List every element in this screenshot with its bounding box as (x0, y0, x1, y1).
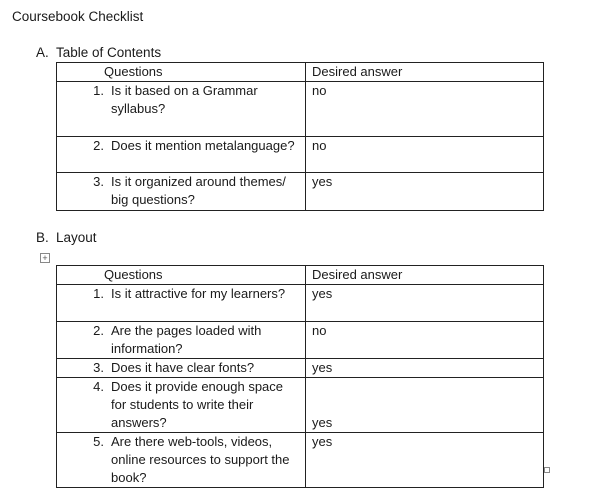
table-header-row (57, 266, 544, 285)
question-text: Is it based on a Grammar syllabus? (111, 83, 258, 116)
table-row (57, 322, 544, 359)
table-row (57, 433, 544, 488)
answer-cell[interactable]: yes (306, 378, 544, 433)
question-cell[interactable] (57, 378, 306, 433)
answer-cell[interactable]: no (306, 137, 544, 173)
question-text: Are the pages loaded with information? (111, 323, 262, 356)
question-number: 2. (93, 138, 104, 153)
question-text: Are there web-tools, videos, online resources to support the book? (111, 434, 290, 485)
question-text: Is it attractive for my learners? (111, 286, 286, 301)
column-header-desired-answer: Desired answer (306, 63, 544, 82)
question-cell[interactable] (57, 82, 306, 137)
column-header-questions: Questions (57, 63, 306, 82)
table-move-handle-icon[interactable]: + (40, 253, 50, 263)
answer-cell[interactable]: yes (306, 285, 544, 322)
answer-cell[interactable]: no (306, 322, 544, 359)
column-header-questions: Questions (57, 266, 306, 285)
table-row (57, 173, 544, 211)
table-resize-handle-icon[interactable] (544, 467, 550, 473)
section-letter: A. (36, 45, 49, 60)
table-row (57, 137, 544, 173)
table-row (57, 359, 544, 378)
question-cell[interactable] (57, 322, 306, 359)
section-title: Table of Contents (56, 45, 162, 60)
question-number: 3. (93, 174, 104, 189)
answer-cell[interactable]: yes (306, 433, 544, 488)
section-letter: B. (36, 230, 49, 245)
question-cell[interactable] (57, 137, 306, 173)
section-heading-table-of-contents (36, 45, 161, 60)
question-number: 4. (93, 379, 104, 394)
answer-cell[interactable]: yes (306, 359, 544, 378)
question-cell[interactable] (57, 285, 306, 322)
table-row (57, 82, 544, 137)
question-cell[interactable] (57, 433, 306, 488)
question-number: 1. (93, 286, 104, 301)
column-header-desired-answer: Desired answer (306, 266, 544, 285)
question-text: Does it have clear fonts? (111, 360, 255, 375)
question-number: 3. (93, 360, 104, 375)
question-text: Does it provide enough space for students to write their answers? (111, 379, 284, 430)
question-number: 2. (93, 323, 104, 338)
table-row (57, 378, 544, 433)
table-of-contents-checklist-table (56, 62, 544, 211)
question-cell[interactable] (57, 359, 306, 378)
section-heading-layout (36, 230, 97, 245)
question-text: Is it organized around themes/ big questions? (111, 174, 286, 207)
question-number: 1. (93, 83, 104, 98)
section-title: Layout (56, 230, 97, 245)
document-title: Coursebook Checklist (12, 9, 144, 24)
layout-checklist-table (56, 265, 544, 488)
table-row (57, 285, 544, 322)
answer-cell[interactable]: yes (306, 173, 544, 211)
question-number: 5. (93, 434, 104, 449)
question-cell[interactable] (57, 173, 306, 211)
table-header-row (57, 63, 544, 82)
answer-cell[interactable]: no (306, 82, 544, 137)
question-text: Does it mention metalanguage? (111, 138, 295, 153)
